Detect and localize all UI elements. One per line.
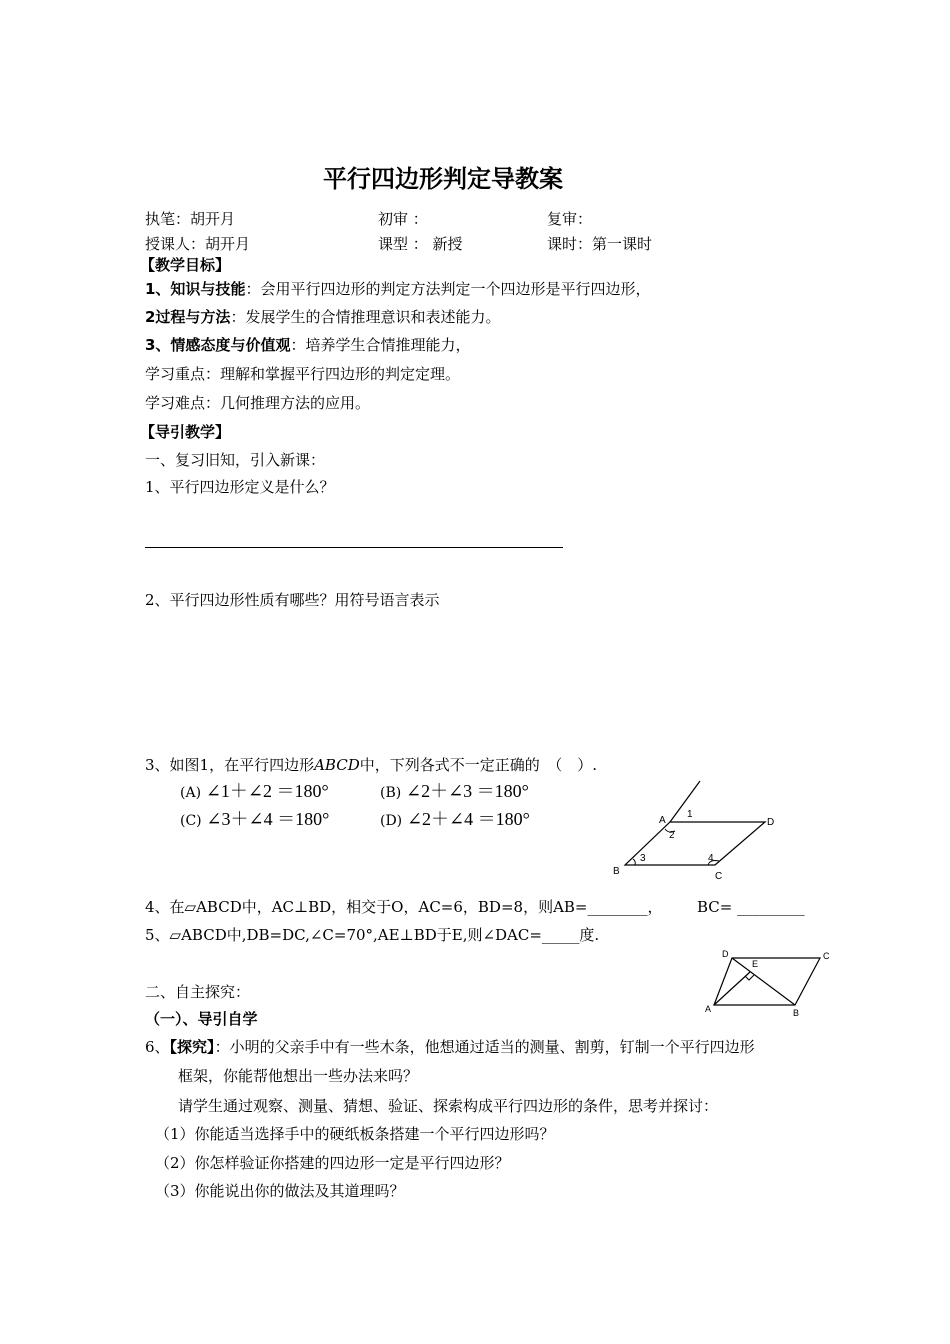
option-c	[180, 809, 329, 831]
vertex-label-e2: E	[752, 959, 759, 969]
objective-2-label: 2过程与方法	[145, 308, 231, 326]
option-a-label: (A)	[180, 785, 202, 801]
question-3-italic: ABCD	[314, 756, 360, 774]
explore-heading-text: 二、自主探究：	[145, 983, 251, 1001]
first-review-label: 初审 ：	[378, 210, 428, 228]
vertex-label-b2: B	[793, 1008, 800, 1018]
teacher-label: 授课人：胡开月	[145, 235, 251, 253]
option-d-label: (D)	[380, 813, 403, 829]
objective-1-label: 1、知识与技能	[145, 280, 246, 298]
angle-label-4: 4	[708, 853, 714, 864]
sub-question-1: （1）你能适当选择手中的硬纸板条搭建一个平行四边形吗？	[155, 1125, 555, 1143]
question-5: 5、▱ABCD中,DB=DC,∠C=70°,AE⊥BD于E,则∠DAC=_____度.	[145, 926, 600, 944]
question-6-prefix: 6、	[145, 1038, 170, 1056]
angle-label-1: 1	[687, 809, 693, 820]
angle-arc-3	[633, 859, 635, 865]
explore-subheading: （一）、导引自学	[145, 1010, 258, 1028]
vertex-label-d: D	[767, 817, 775, 828]
question-6	[145, 1037, 755, 1057]
option-d-expr: ∠2＋∠4 ＝180°	[406, 809, 530, 829]
objective-3	[145, 335, 470, 355]
question-6-line-2: 框架，你能帮他想出一些办法来吗？	[178, 1067, 419, 1085]
extension-line	[670, 781, 700, 822]
figure-1-parallelogram	[605, 775, 790, 885]
angle-label-3: 3	[640, 853, 646, 864]
option-b-expr: ∠2＋∠3 ＝180°	[406, 781, 529, 801]
vertex-label-c2: C	[823, 951, 830, 961]
question-4-bc: BC= _________	[697, 898, 805, 916]
option-c-expr: ∠3＋∠4 ＝180°	[206, 809, 330, 829]
question-3-suffix: 中，下列各式不一定正确的 （ ）.	[359, 756, 598, 774]
guided-heading: 【导引教学】	[140, 423, 231, 441]
option-a	[180, 781, 329, 803]
objective-2-text: ：发展学生的合情推理意识和表述能力。	[230, 308, 501, 326]
question-6-line1: ：小明的父亲手中有一些木条，他想通过适当的测量、割剪，钉制一个平行四边形	[214, 1038, 755, 1056]
question-6-line-3: 请学生通过观察、测量、猜想、验证、探索构成平行四边形的条件，思考并探讨：	[178, 1097, 719, 1115]
option-d	[380, 809, 530, 831]
vertex-label-b: B	[613, 866, 620, 877]
question-1: 1、平行四边形定义是什么？	[145, 478, 335, 496]
second-review-label: 复审：	[547, 210, 593, 228]
lesson-type-label: 课型 ： 新授	[378, 235, 463, 253]
question-4: 4、在▱ABCD中，AC⊥BD，相交于O，AC=6，BD=8，则AB=________，	[145, 898, 663, 916]
question-6-tag: 【探究】	[169, 1038, 215, 1056]
vertex-label-a: A	[659, 815, 666, 826]
objective-2	[145, 307, 500, 327]
objective-3-label: 3、情感态度与价值观	[145, 336, 291, 354]
vertex-label-d2: D	[722, 949, 729, 959]
review-heading: 一、复习旧知，引入新课：	[145, 451, 326, 469]
objectives-heading: 【教学目标】	[140, 256, 231, 274]
parallelogram-abcd	[625, 822, 765, 865]
option-b	[380, 781, 529, 803]
angle-label-2: 2	[669, 830, 675, 841]
option-c-label: (C)	[180, 813, 202, 829]
segment-ae	[714, 972, 750, 1005]
vertex-label-c: C	[715, 871, 723, 882]
question-3	[145, 755, 597, 775]
explore-heading	[145, 982, 250, 1002]
figure-2-parallelogram	[700, 945, 840, 1025]
parallelogram-adbc	[714, 958, 820, 1005]
answer-line-1	[145, 547, 563, 548]
objective-1-text: ：会用平行四边形的判定方法判定一个四边形是平行四边形，	[245, 280, 651, 298]
question-3-prefix: 3、如图1，在平行四边形	[145, 756, 315, 774]
author-label: 执笔：胡开月	[145, 210, 236, 228]
page-title: 平行四边形判定导教案	[323, 165, 563, 193]
difficulty: 学习难点：几何推理方法的应用。	[145, 394, 371, 412]
diagonal-db	[732, 958, 795, 1005]
question-2: 2、平行四边形性质有哪些？用符号语言表示	[145, 591, 440, 609]
option-b-label: (B)	[380, 785, 402, 801]
vertex-label-a2: A	[705, 1004, 712, 1014]
sub-question-2: （2）你怎样验证你搭建的四边形一定是平行四边形？	[155, 1154, 510, 1172]
period-label: 课时：第一课时	[547, 235, 653, 253]
objective-3-text: ：培养学生合情推理能力，	[290, 336, 471, 354]
objective-1	[145, 279, 650, 299]
option-a-expr: ∠1＋∠2 ＝180°	[205, 781, 329, 801]
key-point: 学习重点：理解和掌握平行四边形的判定定理。	[145, 365, 461, 383]
sub-question-3: （3）你能说出你的做法及其道理吗？	[155, 1182, 405, 1200]
